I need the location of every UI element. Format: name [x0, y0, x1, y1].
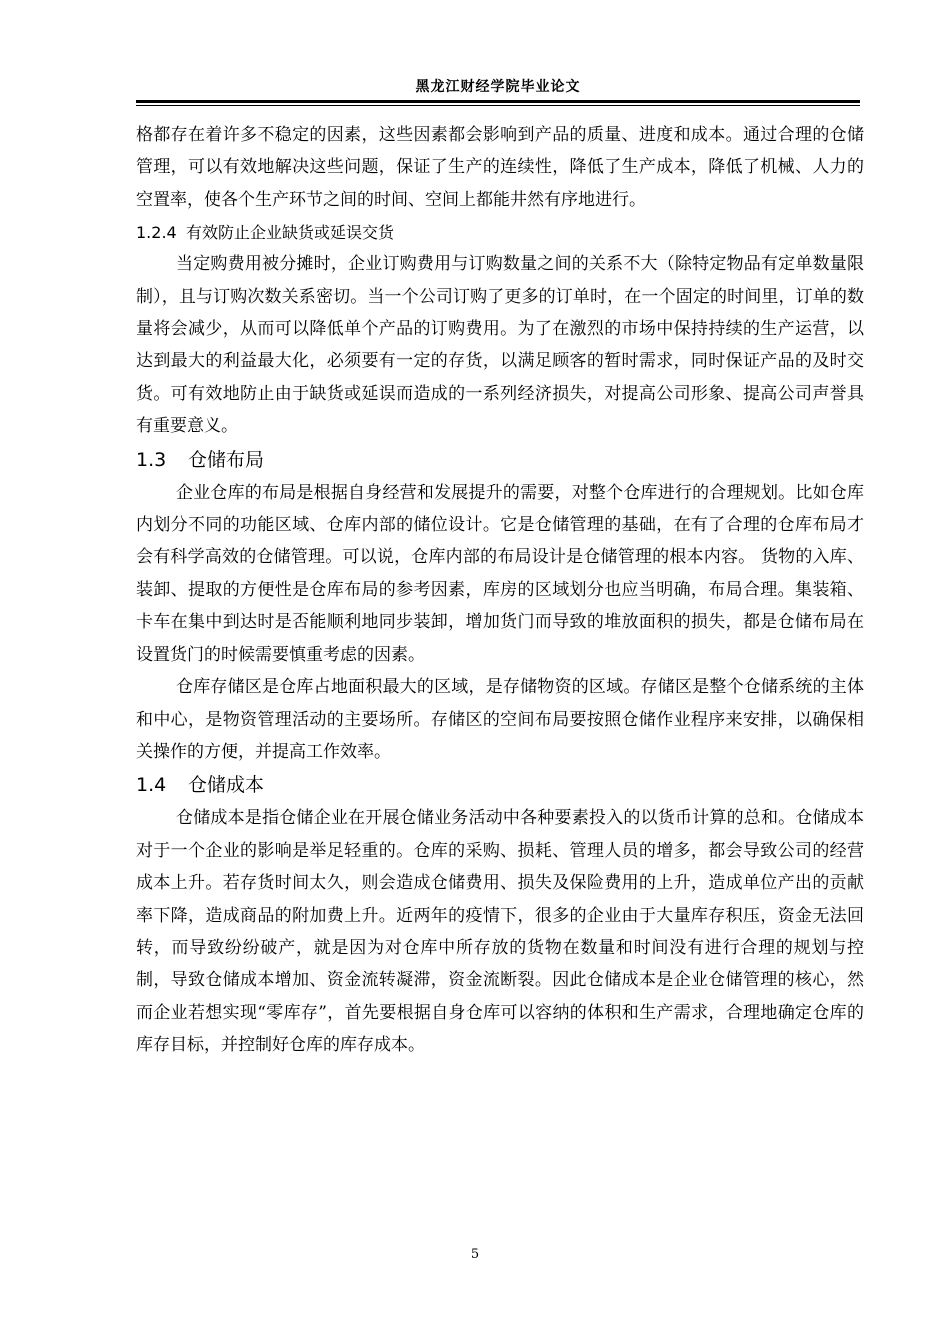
- paragraph: 当定购费用被分摊时，企业订购费用与订购数量之间的关系不大（除特定物品有定单数量限制），且与订购次数关系密切。当一个公司订购了更多的订单时，在一个固定的时间里，订单的数量将会减少，从而可以降低单个产品的订购费用。为了在激烈的市场中保持持续的生产运营，以达到最大的利益最大化，必须要有一定的存货，以满足顾客的暂时需求，同时保证产品的及时交货。可有效地防止由于缺货或延误而造成的一系列经济损失，对提高公司形象、提高公司声誉具有重要意义。: [136, 254, 864, 437]
- running-header: 黑龙江财经学院毕业论文: [415, 79, 581, 95]
- section-number: 1.4: [136, 774, 167, 797]
- paragraph: 企业仓库的布局是根据自身经营和发展提升的需要，对整个仓库进行的合理规划。比如仓库内划分不同的功能区域、仓库内部的储位设计。它是仓储管理的基础，在有了合理的仓库布局才会有科学高效的仓储管理。可以说，仓库内部的布局设计是仓储管理的根本内容。 货物的入库、装卸、提取的方便性是仓库布局的参考因素，库房的区域划分也应当明确，布局合理。集装箱、卡车在集中到达时是否能顺利地同步装卸，增加货门而导致的堆放面积的损失，都是仓储布局在设置货门的时候需要慎重考虑的因素。: [136, 482, 864, 665]
- section-heading-1-2-4: [136, 218, 864, 248]
- section-title: 仓储布局: [188, 448, 265, 471]
- section-heading-1-4: [136, 768, 864, 802]
- section-number: 1.2.4: [136, 223, 177, 243]
- paragraph-continued: 格都存在着许多不稳定的因素，这些因素都会影响到产品的质量、进度和成本。通过合理的仓储管理，可以有效地解决这些问题，保证了生产的连续性，降低了生产成本，降低了机械、人力的空置率，使各个生产环节之间的时间、空间上都能井然有序地进行。: [136, 125, 864, 210]
- header-rule-thick: [136, 100, 860, 103]
- section-title: 仓储成本: [188, 774, 265, 797]
- section-number: 1.3: [136, 448, 167, 471]
- paragraph: 仓库存储区是仓库占地面积最大的区域，是存储物资的区域。存储区是整个仓储系统的主体和中心，是物资管理活动的主要场所。存储区的空间布局要按照仓储作业程序来安排，以确保相关操作的方便，并提高工作效率。: [136, 677, 864, 762]
- body-text: [136, 119, 864, 1062]
- section-heading-1-3: [136, 443, 864, 477]
- header-rule-thin: [136, 105, 860, 106]
- section-title: 有效防止企业缺货或延误交货: [186, 223, 395, 243]
- paragraph: 仓储成本是指仓储企业在开展仓储业务活动中各种要素投入的以货币计算的总和。仓储成本对于一个企业的影响是举足轻重的。仓库的采购、损耗、管理人员的增多，都会导致公司的经营成本上升。若存货时间太久，则会造成仓储费用、损失及保险费用的上升，造成单位产出的贡献率下降，造成商品的附加费上升。近两年的疫情下，很多的企业由于大量库存积压，资金无法回转，而导致纷纷破产，就是因为对仓库中所存放的货物在数量和时间没有进行合理的规划与控制，导致仓储成本增加、资金流转凝滞，资金流断裂。因此仓储成本是企业仓储管理的核心，然而企业若想实现“零库存”，首先要根据自身仓库可以容纳的体积和生产需求，合理地确定仓库的库存目标，并控制好仓库的库存成本。: [136, 808, 864, 1056]
- page-number: 5: [470, 1247, 480, 1262]
